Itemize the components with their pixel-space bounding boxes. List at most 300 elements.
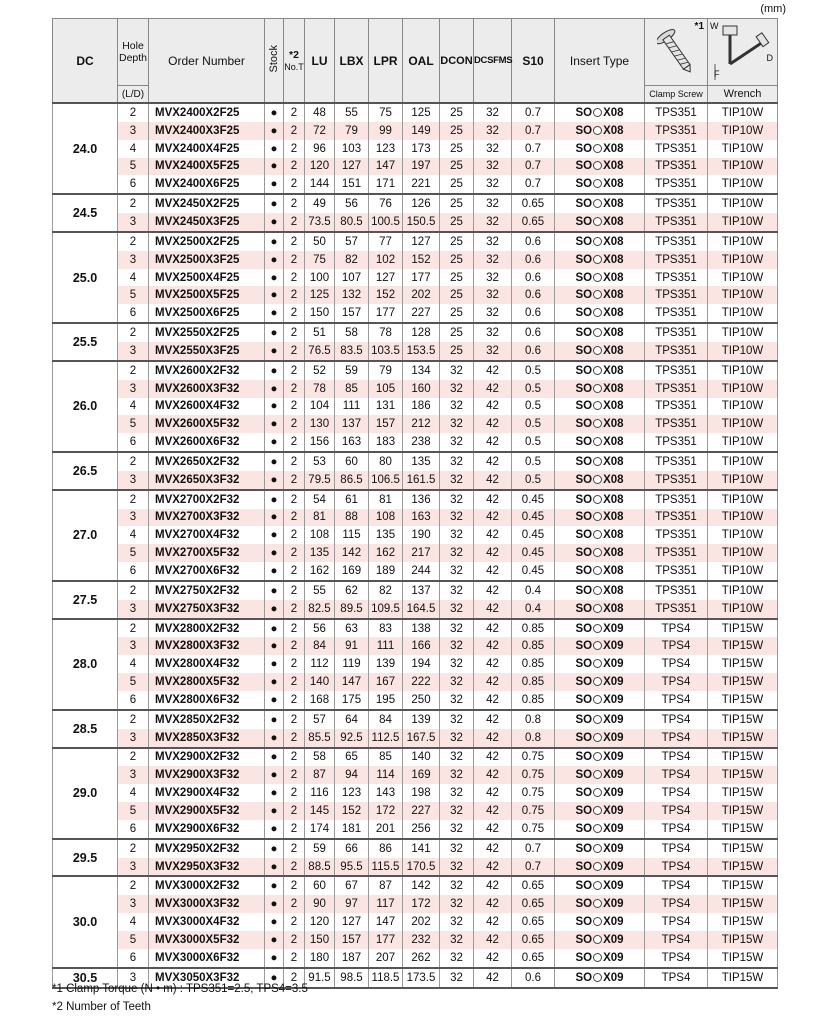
cell-oal: 138 xyxy=(403,619,440,638)
insert-prefix: SO xyxy=(575,951,593,964)
cell-teeth: 2 xyxy=(284,710,305,729)
cell-s10: 0.65 xyxy=(512,194,555,213)
cell-oal: 139 xyxy=(403,710,440,729)
cell-order-number: MVX2900X3F32 xyxy=(149,766,265,784)
cell-wrench: TIP15W xyxy=(708,802,778,820)
cell-oal: 262 xyxy=(403,949,440,968)
insert-suffix: X08 xyxy=(603,271,624,284)
cell-oal: 125 xyxy=(403,103,440,122)
cell-lbx: 89.5 xyxy=(335,600,369,619)
cell-clamp-screw: TPS4 xyxy=(645,766,708,784)
insert-circle-icon xyxy=(593,624,602,633)
insert-prefix: SO xyxy=(575,289,593,302)
cell-clamp-screw: TPS4 xyxy=(645,619,708,638)
header-dcsfms: DCSFMS xyxy=(474,19,512,104)
header-wrench: Wrench xyxy=(708,86,778,104)
cell-clamp-screw: TPS4 xyxy=(645,748,708,767)
insert-circle-icon xyxy=(593,290,602,299)
insert-circle-icon xyxy=(593,604,602,613)
cell-dcon: 32 xyxy=(440,931,474,949)
cell-lpr: 84 xyxy=(369,710,403,729)
cell-dcsfms: 42 xyxy=(474,839,512,858)
cell-lbx: 115 xyxy=(335,526,369,544)
cell-oal: 197 xyxy=(403,158,440,176)
cell-stock: ● xyxy=(265,398,284,416)
insert-suffix: X09 xyxy=(603,731,624,744)
cell-s10: 0.8 xyxy=(512,710,555,729)
cell-lpr: 109.5 xyxy=(369,600,403,619)
cell-lbx: 163 xyxy=(335,433,369,452)
cell-dcsfms: 42 xyxy=(474,820,512,839)
cell-order-number: MVX2800X4F32 xyxy=(149,655,265,673)
cell-dcon: 25 xyxy=(440,103,474,122)
cell-clamp-screw: TPS351 xyxy=(645,232,708,251)
cell-clamp-screw: TPS4 xyxy=(645,931,708,949)
cell-lbx: 103 xyxy=(335,140,369,158)
insert-prefix: SO xyxy=(575,327,593,340)
cell-stock: ● xyxy=(265,194,284,213)
cell-hole-depth: 5 xyxy=(118,415,149,433)
cell-stock: ● xyxy=(265,471,284,490)
cell-oal: 202 xyxy=(403,913,440,931)
cell-s10: 0.6 xyxy=(512,286,555,304)
cell-dcon: 32 xyxy=(440,398,474,416)
cell-lpr: 177 xyxy=(369,304,403,323)
cell-wrench: TIP15W xyxy=(708,691,778,710)
cell-clamp-screw: TPS351 xyxy=(645,304,708,323)
header-teeth-mark: *2 xyxy=(289,48,299,61)
cell-oal: 136 xyxy=(403,490,440,509)
cell-hole-depth: 6 xyxy=(118,562,149,581)
insert-prefix: SO xyxy=(575,804,593,817)
cell-stock: ● xyxy=(265,251,284,269)
table-row xyxy=(53,304,778,323)
cell-dcsfms: 42 xyxy=(474,380,512,398)
cell-hole-depth: 2 xyxy=(118,323,149,342)
cell-clamp-screw: TPS351 xyxy=(645,342,708,361)
cell-dcsfms: 32 xyxy=(474,140,512,158)
insert-suffix: X08 xyxy=(603,215,624,228)
insert-suffix: X08 xyxy=(603,344,624,357)
cell-lu: 59 xyxy=(305,839,335,858)
cell-wrench: TIP15W xyxy=(708,839,778,858)
insert-prefix: SO xyxy=(575,271,593,284)
cell-dcon: 32 xyxy=(440,544,474,562)
cell-clamp-screw: TPS351 xyxy=(645,380,708,398)
cell-wrench: TIP15W xyxy=(708,949,778,968)
cell-order-number: MVX2800X6F32 xyxy=(149,691,265,710)
cell-teeth: 2 xyxy=(284,232,305,251)
cell-dcsfms: 42 xyxy=(474,673,512,691)
cell-dc: 29.5 xyxy=(53,839,118,877)
cell-clamp-screw: TPS4 xyxy=(645,637,708,655)
cell-order-number: MVX2700X6F32 xyxy=(149,562,265,581)
cell-clamp-screw: TPS4 xyxy=(645,895,708,913)
cell-lbx: 66 xyxy=(335,839,369,858)
insert-prefix: SO xyxy=(575,253,593,266)
cell-insert-type xyxy=(555,194,645,213)
cell-teeth: 2 xyxy=(284,562,305,581)
cell-lpr: 172 xyxy=(369,802,403,820)
cell-s10: 0.6 xyxy=(512,304,555,323)
cell-wrench: TIP10W xyxy=(708,286,778,304)
cell-oal: 222 xyxy=(403,673,440,691)
cell-wrench: TIP10W xyxy=(708,213,778,232)
cell-stock: ● xyxy=(265,949,284,968)
cell-oal: 134 xyxy=(403,361,440,380)
cell-oal: 212 xyxy=(403,415,440,433)
cell-clamp-screw: TPS4 xyxy=(645,673,708,691)
cell-lpr: 100.5 xyxy=(369,213,403,232)
cell-wrench: TIP15W xyxy=(708,895,778,913)
insert-suffix: X08 xyxy=(603,142,624,155)
insert-prefix: SO xyxy=(575,787,593,800)
cell-dcsfms: 42 xyxy=(474,562,512,581)
insert-circle-icon xyxy=(593,770,602,779)
cell-dcsfms: 42 xyxy=(474,471,512,490)
cell-insert-type xyxy=(555,213,645,232)
cell-insert-type xyxy=(555,820,645,839)
cell-stock: ● xyxy=(265,158,284,176)
insert-circle-icon xyxy=(593,806,602,815)
cell-wrench: TIP15W xyxy=(708,968,778,988)
cell-oal: 163 xyxy=(403,509,440,527)
cell-lbx: 169 xyxy=(335,562,369,581)
cell-teeth: 2 xyxy=(284,839,305,858)
insert-prefix: SO xyxy=(575,880,593,893)
cell-order-number: MVX2600X6F32 xyxy=(149,433,265,452)
insert-prefix: SO xyxy=(575,933,593,946)
table-row xyxy=(53,232,778,251)
cell-teeth: 2 xyxy=(284,361,305,380)
cell-oal: 173 xyxy=(403,140,440,158)
cell-lbx: 151 xyxy=(335,175,369,194)
cell-lbx: 157 xyxy=(335,304,369,323)
cell-hole-depth: 2 xyxy=(118,581,149,600)
cell-teeth: 2 xyxy=(284,581,305,600)
cell-teeth: 2 xyxy=(284,913,305,931)
cell-wrench: TIP10W xyxy=(708,471,778,490)
table-row xyxy=(53,802,778,820)
cell-clamp-screw: TPS351 xyxy=(645,361,708,380)
cell-hole-depth: 6 xyxy=(118,691,149,710)
cell-wrench: TIP10W xyxy=(708,433,778,452)
cell-s10: 0.85 xyxy=(512,655,555,673)
header-clamp-mark: *1 xyxy=(694,21,704,32)
cell-teeth: 2 xyxy=(284,637,305,655)
cell-dc: 27.5 xyxy=(53,581,118,619)
cell-clamp-screw: TPS4 xyxy=(645,876,708,895)
cell-dcon: 25 xyxy=(440,323,474,342)
cell-wrench: TIP15W xyxy=(708,673,778,691)
cell-order-number: MVX2800X2F32 xyxy=(149,619,265,638)
cell-insert-type xyxy=(555,509,645,527)
cell-teeth: 2 xyxy=(284,471,305,490)
insert-suffix: X08 xyxy=(603,511,624,524)
cell-stock: ● xyxy=(265,637,284,655)
cell-dcon: 32 xyxy=(440,562,474,581)
table-row xyxy=(53,140,778,158)
cell-insert-type xyxy=(555,140,645,158)
cell-dcon: 25 xyxy=(440,286,474,304)
cell-wrench: TIP15W xyxy=(708,931,778,949)
insert-circle-icon xyxy=(593,475,602,484)
cell-dc: 27.0 xyxy=(53,490,118,581)
cell-hole-depth: 2 xyxy=(118,710,149,729)
cell-clamp-screw: TPS4 xyxy=(645,784,708,802)
cell-dcon: 32 xyxy=(440,415,474,433)
insert-circle-icon xyxy=(593,586,602,595)
cell-oal: 141 xyxy=(403,839,440,858)
insert-suffix: X08 xyxy=(603,364,624,377)
cell-dcon: 32 xyxy=(440,380,474,398)
cell-stock: ● xyxy=(265,286,284,304)
insert-prefix: SO xyxy=(575,106,593,119)
header-dcon: DCON xyxy=(440,19,474,104)
cell-dcsfms: 42 xyxy=(474,490,512,509)
cell-dcon: 32 xyxy=(440,949,474,968)
table-row xyxy=(53,858,778,877)
cell-dcsfms: 42 xyxy=(474,691,512,710)
cell-wrench: TIP10W xyxy=(708,194,778,213)
cell-insert-type xyxy=(555,858,645,877)
cell-lu: 104 xyxy=(305,398,335,416)
cell-lu: 91.5 xyxy=(305,968,335,988)
cell-order-number: MVX2950X2F32 xyxy=(149,839,265,858)
table-row xyxy=(53,361,778,380)
cell-stock: ● xyxy=(265,304,284,323)
cell-dcsfms: 42 xyxy=(474,858,512,877)
cell-teeth: 2 xyxy=(284,876,305,895)
cell-lu: 85.5 xyxy=(305,729,335,748)
cell-lbx: 57 xyxy=(335,232,369,251)
cell-hole-depth: 5 xyxy=(118,286,149,304)
cell-s10: 0.85 xyxy=(512,691,555,710)
cell-insert-type xyxy=(555,710,645,729)
cell-lpr: 152 xyxy=(369,286,403,304)
cell-insert-type xyxy=(555,471,645,490)
cell-s10: 0.7 xyxy=(512,140,555,158)
cell-dc: 24.5 xyxy=(53,194,118,232)
cell-lpr: 87 xyxy=(369,876,403,895)
cell-lpr: 102 xyxy=(369,251,403,269)
cell-order-number: MVX2700X4F32 xyxy=(149,526,265,544)
cell-hole-depth: 4 xyxy=(118,655,149,673)
cell-stock: ● xyxy=(265,673,284,691)
insert-circle-icon xyxy=(593,384,602,393)
cell-hole-depth: 4 xyxy=(118,269,149,287)
table-row xyxy=(53,286,778,304)
cell-s10: 0.45 xyxy=(512,562,555,581)
cell-lbx: 59 xyxy=(335,361,369,380)
cell-dcsfms: 42 xyxy=(474,748,512,767)
insert-prefix: SO xyxy=(575,160,593,173)
insert-circle-icon xyxy=(593,899,602,908)
insert-suffix: X08 xyxy=(603,198,624,211)
table-row xyxy=(53,655,778,673)
insert-suffix: X09 xyxy=(603,804,624,817)
cell-dcon: 32 xyxy=(440,581,474,600)
cell-stock: ● xyxy=(265,544,284,562)
cell-dcon: 32 xyxy=(440,784,474,802)
footnote-clamp-torque: *1 Clamp Torque (N • m) : TPS351=2.5, TPS4=3.5 xyxy=(52,983,308,995)
insert-suffix: X09 xyxy=(603,860,624,873)
cell-insert-type xyxy=(555,433,645,452)
cell-dcon: 32 xyxy=(440,820,474,839)
cell-order-number: MVX2700X3F32 xyxy=(149,509,265,527)
insert-circle-icon xyxy=(593,715,602,724)
header-insert-type: Insert Type xyxy=(555,19,645,104)
cell-hole-depth: 3 xyxy=(118,895,149,913)
table-row xyxy=(53,158,778,176)
cell-s10: 0.6 xyxy=(512,251,555,269)
cell-dcsfms: 32 xyxy=(474,342,512,361)
cell-oal: 142 xyxy=(403,876,440,895)
header-oal: OAL xyxy=(403,19,440,104)
cell-dcsfms: 42 xyxy=(474,784,512,802)
cell-order-number: MVX2400X2F25 xyxy=(149,103,265,122)
cell-clamp-screw: TPS4 xyxy=(645,839,708,858)
header-clamp-screw-icon-cell xyxy=(645,19,708,86)
cell-stock: ● xyxy=(265,509,284,527)
cell-hole-depth: 5 xyxy=(118,931,149,949)
cell-teeth: 2 xyxy=(284,544,305,562)
cell-order-number: MVX3000X5F32 xyxy=(149,931,265,949)
cell-wrench: TIP10W xyxy=(708,342,778,361)
cell-order-number: MVX2700X2F32 xyxy=(149,490,265,509)
insert-circle-icon xyxy=(593,641,602,650)
cell-lbx: 187 xyxy=(335,949,369,968)
insert-prefix: SO xyxy=(575,731,593,744)
cell-order-number: MVX2900X6F32 xyxy=(149,820,265,839)
cell-s10: 0.6 xyxy=(512,323,555,342)
header-hole-depth-sub: (L/D) xyxy=(118,86,149,104)
table-row xyxy=(53,820,778,839)
cell-lbx: 92.5 xyxy=(335,729,369,748)
cell-dcsfms: 42 xyxy=(474,913,512,931)
header-wrench-icon-cell xyxy=(708,19,778,86)
cell-lbx: 65 xyxy=(335,748,369,767)
insert-circle-icon xyxy=(593,677,602,686)
insert-circle-icon xyxy=(593,144,602,153)
cell-dcon: 25 xyxy=(440,342,474,361)
cell-lbx: 80.5 xyxy=(335,213,369,232)
cell-wrench: TIP10W xyxy=(708,251,778,269)
cell-lu: 58 xyxy=(305,748,335,767)
cell-lu: 78 xyxy=(305,380,335,398)
cell-oal: 198 xyxy=(403,784,440,802)
table-row xyxy=(53,766,778,784)
cell-clamp-screw: TPS351 xyxy=(645,213,708,232)
cell-hole-depth: 4 xyxy=(118,913,149,931)
cell-lu: 48 xyxy=(305,103,335,122)
table-row xyxy=(53,876,778,895)
cell-wrench: TIP15W xyxy=(708,784,778,802)
cell-lbx: 62 xyxy=(335,581,369,600)
cell-dcsfms: 32 xyxy=(474,122,512,140)
cell-lpr: 112.5 xyxy=(369,729,403,748)
table-row xyxy=(53,673,778,691)
cell-wrench: TIP10W xyxy=(708,232,778,251)
cell-wrench: TIP10W xyxy=(708,526,778,544)
insert-circle-icon xyxy=(593,199,602,208)
insert-circle-icon xyxy=(593,862,602,871)
cell-teeth: 2 xyxy=(284,968,305,988)
cell-oal: 164.5 xyxy=(403,600,440,619)
cell-s10: 0.65 xyxy=(512,895,555,913)
cell-teeth: 2 xyxy=(284,748,305,767)
cell-dcon: 32 xyxy=(440,619,474,638)
wrench-label-w: W xyxy=(710,21,719,31)
header-lbx: LBX xyxy=(335,19,369,104)
cell-lu: 116 xyxy=(305,784,335,802)
wrench-label-d: D xyxy=(766,53,773,63)
cell-stock: ● xyxy=(265,600,284,619)
cell-hole-depth: 4 xyxy=(118,140,149,158)
cell-dcsfms: 32 xyxy=(474,232,512,251)
cell-lu: 79.5 xyxy=(305,471,335,490)
cell-lpr: 85 xyxy=(369,748,403,767)
cell-hole-depth: 6 xyxy=(118,820,149,839)
cell-insert-type xyxy=(555,304,645,323)
cell-hole-depth: 6 xyxy=(118,433,149,452)
cell-dcsfms: 42 xyxy=(474,931,512,949)
cell-dcsfms: 32 xyxy=(474,323,512,342)
cell-order-number: MVX2500X5F25 xyxy=(149,286,265,304)
insert-circle-icon xyxy=(593,237,602,246)
cell-clamp-screw: TPS351 xyxy=(645,286,708,304)
table-row xyxy=(53,415,778,433)
cell-clamp-screw: TPS4 xyxy=(645,968,708,988)
cell-lbx: 157 xyxy=(335,931,369,949)
cell-stock: ● xyxy=(265,122,284,140)
cell-teeth: 2 xyxy=(284,509,305,527)
cell-hole-depth: 4 xyxy=(118,784,149,802)
cell-clamp-screw: TPS351 xyxy=(645,490,708,509)
insert-prefix: SO xyxy=(575,971,593,984)
cell-teeth: 2 xyxy=(284,286,305,304)
cell-teeth: 2 xyxy=(284,619,305,638)
insert-suffix: X08 xyxy=(603,436,624,449)
cell-dcsfms: 42 xyxy=(474,968,512,988)
cell-insert-type xyxy=(555,415,645,433)
cell-lu: 180 xyxy=(305,949,335,968)
table-row xyxy=(53,452,778,471)
insert-suffix: X08 xyxy=(603,382,624,395)
cell-clamp-screw: TPS351 xyxy=(645,158,708,176)
cell-s10: 0.5 xyxy=(512,415,555,433)
insert-suffix: X09 xyxy=(603,971,624,984)
cell-order-number: MVX2500X4F25 xyxy=(149,269,265,287)
insert-circle-icon xyxy=(593,217,602,226)
cell-dcon: 25 xyxy=(440,269,474,287)
cell-teeth: 2 xyxy=(284,433,305,452)
insert-prefix: SO xyxy=(575,529,593,542)
cell-insert-type xyxy=(555,581,645,600)
cell-stock: ● xyxy=(265,839,284,858)
insert-prefix: SO xyxy=(575,142,593,155)
cell-s10: 0.75 xyxy=(512,784,555,802)
cell-lu: 49 xyxy=(305,194,335,213)
insert-prefix: SO xyxy=(575,822,593,835)
cell-hole-depth: 3 xyxy=(118,251,149,269)
cell-dc: 26.0 xyxy=(53,361,118,452)
cell-lu: 72 xyxy=(305,122,335,140)
cell-lu: 174 xyxy=(305,820,335,839)
cell-dcsfms: 32 xyxy=(474,286,512,304)
cell-s10: 0.4 xyxy=(512,600,555,619)
cell-dcsfms: 42 xyxy=(474,766,512,784)
